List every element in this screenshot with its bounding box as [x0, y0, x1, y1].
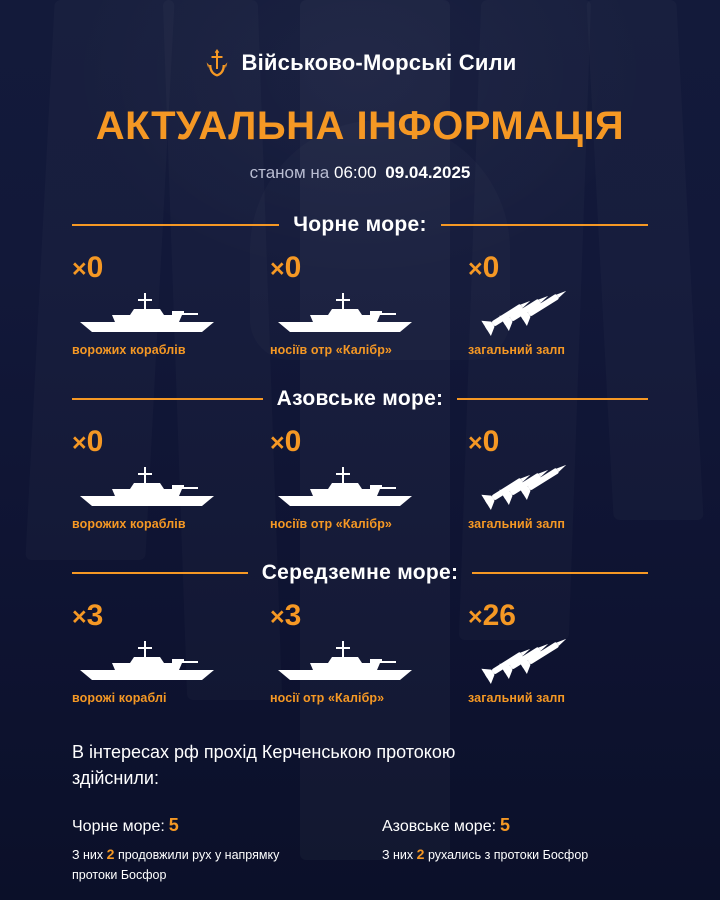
warship-icon	[72, 459, 252, 511]
section-title: Азовське море:	[276, 387, 444, 410]
warship-icon	[270, 285, 450, 337]
divider-left	[72, 572, 248, 574]
stat-label: ворожі кораблі	[72, 691, 167, 705]
stat-count: 3	[284, 599, 302, 632]
missiles-icon	[468, 285, 648, 337]
section-header	[0, 213, 720, 237]
stat-total-salvo	[468, 427, 648, 531]
note-text: рухались з протоки Босфор	[427, 848, 589, 863]
summary-column-value: 5	[168, 815, 179, 836]
summary-column-value: 5	[500, 815, 511, 836]
stat-label: загальний залп	[468, 343, 566, 357]
stat-label: загальний залп	[468, 691, 566, 705]
section-header	[0, 561, 720, 585]
stat-value	[270, 253, 450, 283]
stat-value	[72, 253, 252, 283]
stat-kalibr-carriers	[270, 253, 450, 357]
multiplier-symbol: ×	[468, 255, 483, 283]
divider-right	[472, 572, 648, 574]
stat-label: носіїв отр «Калібр»	[270, 343, 392, 357]
warship-icon	[72, 633, 252, 685]
note-text: продовжили рух у напрямку протоки Босфор	[72, 848, 280, 882]
summary-column-note	[72, 844, 322, 885]
status-prefix: станом на	[249, 163, 330, 182]
note-prefix: З них	[382, 848, 414, 863]
summary-column-name: Азовське море:	[382, 818, 497, 836]
stat-total-salvo	[468, 253, 648, 357]
status-line	[0, 163, 720, 183]
stat-count: 0	[284, 251, 302, 284]
stat-kalibr-carriers	[270, 601, 450, 705]
multiplier-symbol: ×	[270, 429, 285, 457]
stat-count: 26	[482, 599, 516, 632]
stat-label: ворожих кораблів	[72, 517, 186, 531]
stat-enemy-ships	[72, 427, 252, 531]
summary-column-note	[382, 844, 632, 866]
stat-count: 0	[86, 251, 104, 284]
section-azov-sea	[0, 387, 720, 531]
note-value: 2	[416, 846, 425, 863]
summary-columns	[72, 815, 648, 885]
stat-value	[270, 601, 450, 631]
summary-title: В інтересах рф прохід Керченською протокою здійснили:	[72, 742, 456, 789]
stat-kalibr-carriers	[270, 427, 450, 531]
multiplier-symbol: ×	[72, 255, 87, 283]
warship-icon	[270, 459, 450, 511]
multiplier-symbol: ×	[270, 255, 285, 283]
summary-column-azov-sea	[382, 815, 632, 885]
stats-row	[0, 237, 720, 357]
note-prefix: З них	[72, 848, 104, 863]
stat-value	[72, 601, 252, 631]
missiles-icon	[468, 459, 648, 511]
brand-header	[0, 0, 720, 78]
anchor-trident-emblem-icon	[204, 48, 230, 78]
stat-label: загальний залп	[468, 517, 566, 531]
stat-count: 0	[482, 251, 500, 284]
stat-total-salvo	[468, 601, 648, 705]
stat-value	[468, 601, 648, 631]
divider-left	[72, 224, 279, 226]
stat-count: 3	[86, 599, 104, 632]
stat-enemy-ships	[72, 601, 252, 705]
stat-value	[270, 427, 450, 457]
multiplier-symbol: ×	[270, 603, 285, 631]
section-header	[0, 387, 720, 411]
section-title: Чорне море:	[293, 213, 427, 236]
section-title: Середземне море:	[261, 561, 459, 584]
stat-enemy-ships	[72, 253, 252, 357]
multiplier-symbol: ×	[72, 603, 87, 631]
note-value: 2	[106, 846, 115, 863]
summary-column-black-sea	[72, 815, 322, 885]
multiplier-symbol: ×	[468, 603, 483, 631]
stat-value	[72, 427, 252, 457]
stats-row	[0, 411, 720, 531]
page-title: АКТУАЛЬНА ІНФОРМАЦІЯ	[95, 104, 625, 148]
stat-count: 0	[482, 425, 500, 458]
section-black-sea	[0, 213, 720, 357]
multiplier-symbol: ×	[468, 429, 483, 457]
divider-right	[457, 398, 648, 400]
stat-label: носіїв отр «Калібр»	[270, 517, 392, 531]
stat-value	[468, 253, 648, 283]
kerch-strait-summary	[0, 705, 720, 885]
summary-column-name: Чорне море:	[72, 818, 165, 836]
section-mediterranean-sea	[0, 561, 720, 705]
stat-label: ворожих кораблів	[72, 343, 186, 357]
multiplier-symbol: ×	[72, 429, 87, 457]
divider-left	[72, 398, 263, 400]
summary-column-header	[72, 815, 322, 836]
divider-right	[441, 224, 648, 226]
status-date: 09.04.2025	[385, 163, 471, 182]
status-time: 06:00	[334, 163, 377, 182]
stat-value	[468, 427, 648, 457]
stats-row	[0, 585, 720, 705]
stat-count: 0	[86, 425, 104, 458]
stat-count: 0	[284, 425, 302, 458]
missiles-icon	[468, 633, 648, 685]
summary-column-header	[382, 815, 632, 836]
warship-icon	[72, 285, 252, 337]
stat-label: носії отр «Калібр»	[270, 691, 385, 705]
warship-icon	[270, 633, 450, 685]
brand-title: Військово-Морські Сили	[241, 50, 517, 75]
